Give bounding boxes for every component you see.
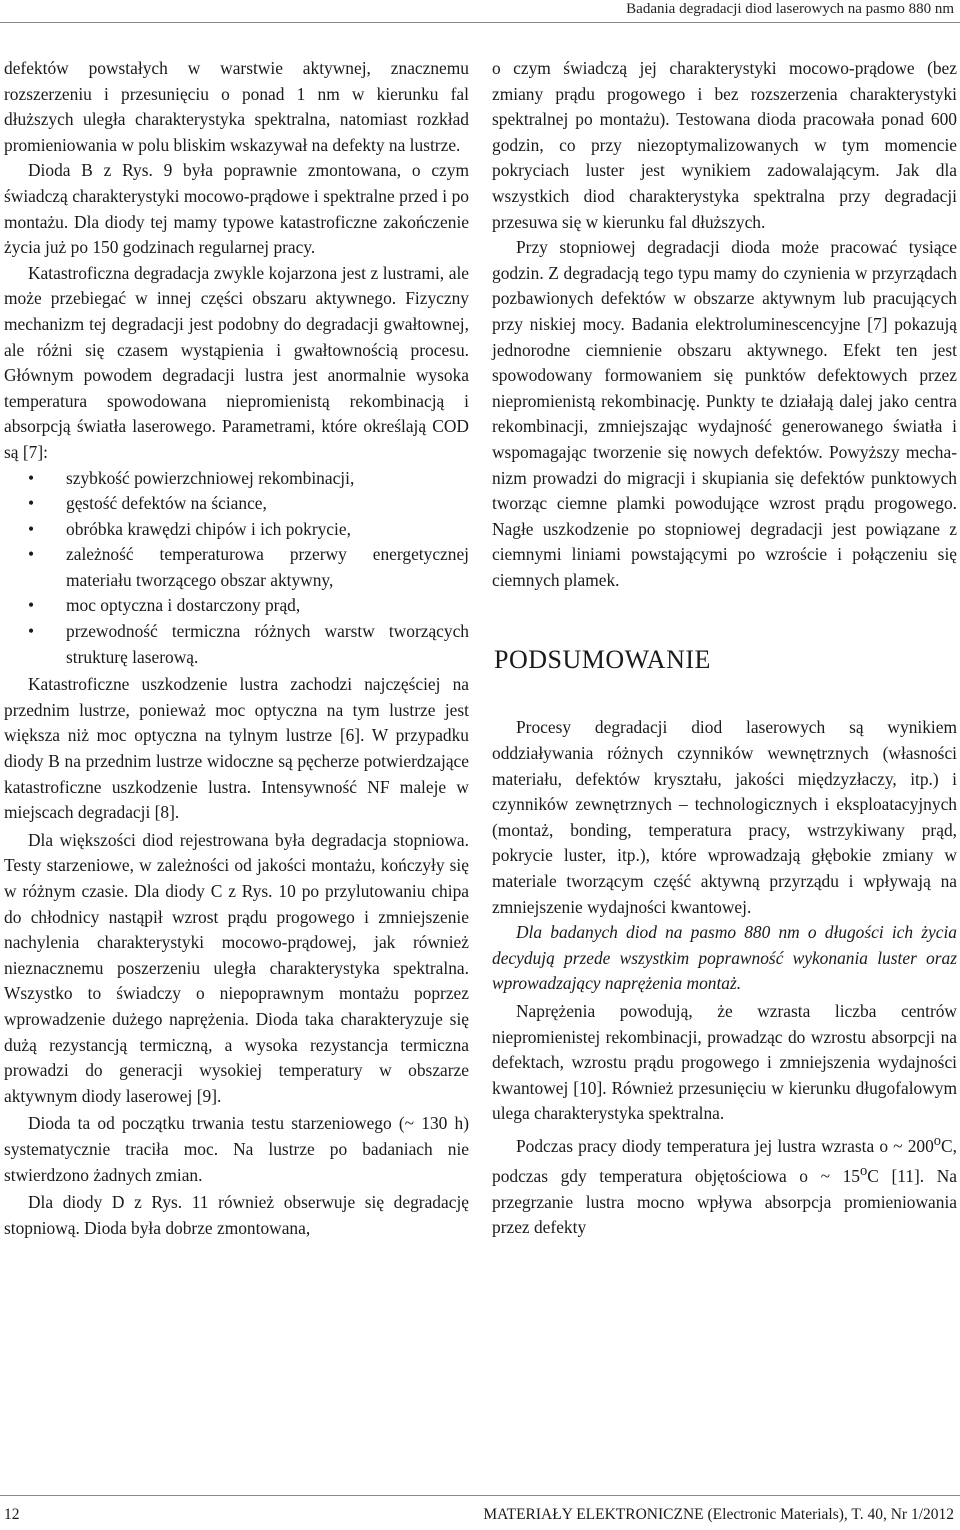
list-item: • przewodność termiczna różnych warstw tworzących strukturę laserową. bbox=[4, 619, 469, 670]
superscript: o bbox=[933, 1132, 942, 1149]
paragraph: Procesy degradacji diod laserowych są wynikiem oddziaływania różnych czynników wewnętrznych (własności materiału, defektów kryształu, jakości międzyzłaczy, itp.) i czynników zewnętrznych – technologicznych i eksploatacyjnych (montaż, bonding, temperatura pracy, wstrzykiwany prąd, pokrycie luster, itp.), które wprowadzają głębokie zmiany w materiale tworzącym część aktywną przyrządu i wpływają na zmniejszenie wydajności kwantowej. bbox=[492, 717, 957, 917]
paragraph: Dioda ta od początku trwania testu starzeniowego (~ 130 h) systematycznie traciła moc. Na lustrze po badaniach nie stwierdzono żadnych zmian. bbox=[4, 1113, 469, 1185]
paragraph bbox=[492, 1129, 957, 1241]
paragraph: Naprężenia powodują, że wzrasta liczba centrów niepromienistej rekombinacji, prowadząc do wzrostu absorpcji na defektach, wzrostu prądu progowego i zmniejszenia wydajności kwantowej [10]. Również przesunięciu w kierunku długofalowym ulega charakterystyka spektralna. bbox=[492, 1001, 957, 1124]
paragraph: defektów powstałych w warstwie aktywnej, znacznemu rozszerzeniu i przesunięciu o ponad 1 nm w kierunku fal dłuższych uległa charakterystyka spektralna, natomiast rozkład promieniowania w polu bliskim wskazywał na defekty na lustrze. bbox=[4, 58, 469, 155]
paragraph: Katastroficzne uszkodzenie lustra zachodzi najczęściej na przednim lustrze, ponieważ moc optyczna na tym lustrze jest większa niż moc optyczna na tylnym lustrze [6]. W przypadku diody B na przednim lustrze widoczne są pęcherze potwierdzające katastroficzne uszkodzenie lustra. Intensywność NF maleje w miejscach degradacji [8]. bbox=[4, 674, 469, 823]
paragraph: Katastroficzna degradacja zwykle kojarzona jest z lustrami, ale może przebiegać w innej części obszaru aktywnego. Fizyczny mechanizm tej degradacji jest podobny do degradacji gwałtownej, ale różni się czasem wystąpienia i gwałtownością procesu. Głównym powodem degradacji lustra jest anormalnie wysoka temperatura spowodowana niepromienistą rekombinacją i absorpcją światła laserowego. Parametrami, które określają COD są [7]: bbox=[4, 262, 469, 462]
text-run: C [11]. Na przegrzanie lustra mocno wpływa absorpcja promieniowania przez defekty bbox=[492, 1166, 958, 1238]
paragraph: Dioda B z Rys. 9 była poprawnie zmontowana, o czym świadczą charakterystyki mocowo-prądowe i spektralne przed i po montażu. Dla diody tej mamy typowe katastroficzne zakończenie życia już po 150 godzinach regularnej pracy. bbox=[4, 160, 469, 258]
list-item: • szybkość powierzchniowej rekombinacji, bbox=[4, 466, 469, 492]
right-column bbox=[492, 56, 957, 1241]
paragraph: Dla diody D z Rys. 11 również obserwuje się degradację stopniową. Dioda była dobrze zmontowana, bbox=[4, 1192, 469, 1238]
page-number: 12 bbox=[4, 1506, 20, 1523]
list-item: • gęstość defektów na ściance, bbox=[4, 491, 469, 517]
section-heading: PODSUMOWANIE bbox=[494, 645, 711, 675]
list-item: • obróbka krawędzi chipów i ich pokrycie, bbox=[4, 517, 469, 543]
page-footer bbox=[0, 1495, 960, 1526]
paragraph: Dla większości diod rejestrowana była degradacja stopniowa. Testy starzeniowe, w zależności od jakości montażu, kończyły się w różnym czasie. Dla diody C z Rys. 10 po przylutowaniu chipa do chłodnicy nastąpił wzrost prądu progowego i zmniejszenie nachylenia charakterystyki mocowo-prądowej, jak również nieznacznemu poszerzeniu uległa charakterystyka spektralna. Wszystko to świadczy o niepoprawnym montażu poprzez wprowadzenie dużego naprężenia. Dioda taka charakteryzuje się dużą rezystancją termiczną, a wysoka rezystancja termiczna prowadzi do generacji wysokiej temperatury w obszarze aktywnym diody laserowej [9]. bbox=[4, 829, 469, 1106]
running-title: Badania degradacji diod laserowych na pasmo 880 nm bbox=[626, 1, 954, 17]
cod-parameters-list bbox=[4, 466, 469, 671]
list-item: • zależność temperaturowa przerwy energetycznej materiału tworzącego obszar aktywny, bbox=[4, 542, 469, 593]
paragraph: o czym świadczą jej charakterystyki mocowo-prądowe (bez zmiany prądu progowego i bez rozszerzenia charakterystyki spektralnej po montażu). Testowana dioda pracowała ponad 600 godzin, co przy niezoptymalizowanych w tym momencie pokryciach luster jest wynikiem zadowalającym. Jak dla wszystkich diod charakterystyka spektralna przy degradacji przesuwa się w kierunku fal dłuższych. bbox=[492, 58, 957, 232]
paragraph-italic: Dla badanych diod na pasmo 880 nm o długości ich życia decydują przede wszystkim poprawność wykonania luster oraz wprowadzający naprężenia montaż. bbox=[492, 922, 957, 994]
journal-citation: MATERIAŁY ELEKTRONICZNE (Electronic Materials), T. 40, Nr 1/2012 bbox=[483, 1506, 954, 1523]
text-run: Podczas pracy diody temperatura jej lustra wzrasta o ~ 200 bbox=[516, 1135, 934, 1156]
list-item: • moc optyczna i dostarczony prąd, bbox=[4, 593, 469, 619]
running-header bbox=[0, 0, 960, 23]
text-run: C, podczas gdy temperatura objętościowa o ~ 15 bbox=[492, 1135, 957, 1187]
paragraph: Przy stopniowej degradacji dioda może pracować tysiące godzin. Z degradacją tego typu mamy do czynienia w przyrządach pozbawionych defektów w obszarze aktywnym lub pracujących przy niskiej mocy. Badania elektroluminescencyjne [7] pokazują jednorodne ciemnienie obszaru aktywnego. Efekt ten jest spowodowany formowaniem się punktów defektowych przez niepromienistą rekombinację. Punkty te działają dalej jako centra rekombinacji, zmniejszając wydajność generowanego światła i wspomagając tworzenie się nowych defektów. Powyższy mechanizm prowadzi do migracji i skupiania się defektów punktowych tworząc ciemne plamki powodujące wzrost prądu progowego. Nagłe uszkodzenie po stopniowej degradacji jest powiązane z ciemnymi liniami powstającymi po wzroście i połączeniu się ciemnych plamek. bbox=[492, 237, 957, 590]
superscript: o bbox=[860, 1163, 868, 1180]
left-column bbox=[4, 56, 469, 1241]
